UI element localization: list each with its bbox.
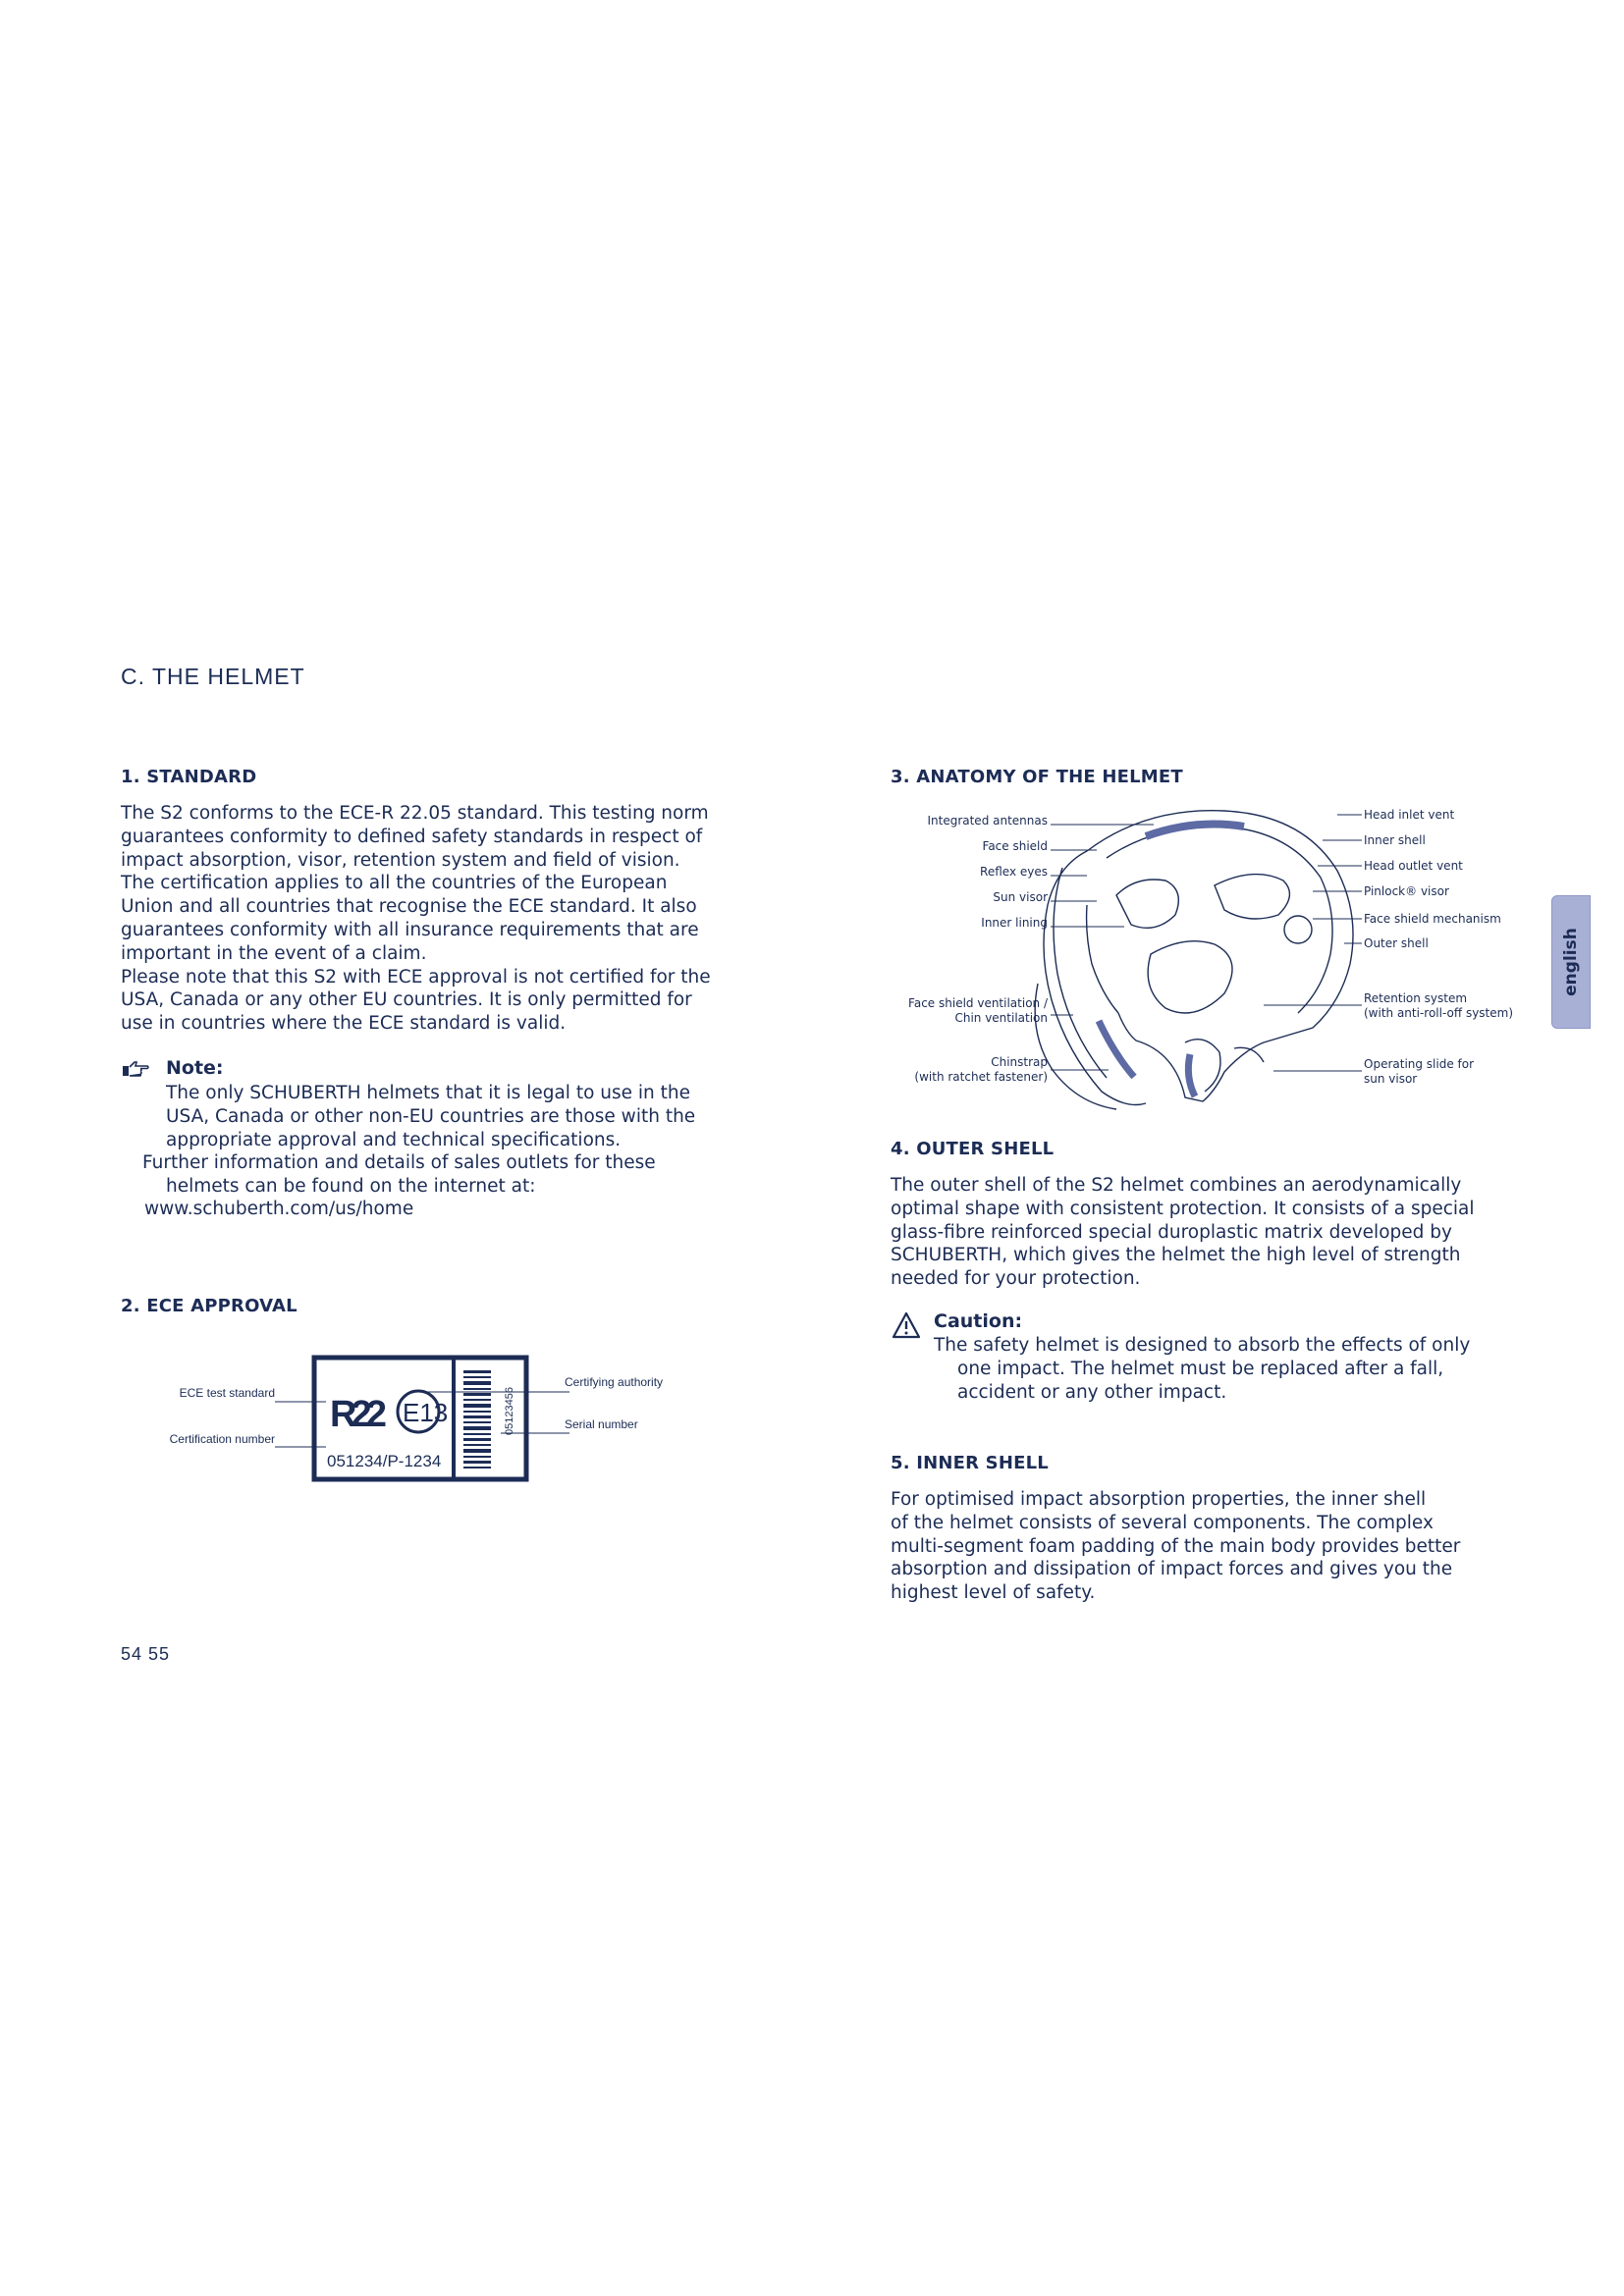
text-line: accident or any other impact. — [957, 1381, 1227, 1403]
text-line: use in countries where the ECE standard is valid. — [121, 1013, 567, 1035]
note-further-info — [142, 1151, 656, 1199]
text-line: one impact. The helmet must be replaced after a fall, — [957, 1358, 1444, 1379]
standard-paragraph — [121, 802, 711, 1036]
anatomy-label — [1364, 808, 1541, 823]
anatomy-label — [864, 916, 1048, 931]
text-line: Further information and details of sales outlets for these — [142, 1152, 656, 1173]
text-line: multi-segment foam padding of the main body provides better — [891, 1535, 1461, 1557]
text-line: For optimised impact absorption properties, the inner shell — [891, 1489, 1427, 1510]
note-url[interactable]: www.schuberth.com/us/home — [144, 1199, 414, 1219]
note-text — [166, 1082, 695, 1151]
anatomy-label-line: Face shield mechanism — [1364, 912, 1501, 926]
ece-cert-number: 051234/P-1234 — [327, 1452, 442, 1470]
anatomy-label — [864, 996, 1048, 1026]
text-line: glass-fibre reinforced special duroplastic matrix developed by — [891, 1221, 1452, 1243]
anatomy-label — [1364, 833, 1541, 848]
ece-standard-code: R22 — [330, 1394, 387, 1435]
anatomy-label — [1364, 912, 1541, 927]
anatomy-label-line: Face shield ventilation / — [908, 996, 1048, 1010]
ece-label-diagram — [147, 1345, 697, 1482]
anatomy-label — [864, 890, 1048, 905]
anatomy-label-line: Operating slide for — [1364, 1057, 1475, 1071]
anatomy-label-line: sun visor — [1364, 1072, 1418, 1086]
anatomy-heading: 3. ANATOMY OF THE HELMET — [891, 767, 1183, 787]
anatomy-label-line: Head outlet vent — [1364, 859, 1463, 873]
note-title: Note: — [166, 1057, 224, 1079]
text-line: USA, Canada or other non-EU countries are those with the — [166, 1105, 696, 1127]
anatomy-label-line: Head inlet vent — [1364, 808, 1455, 822]
text-line: The outer shell of the S2 helmet combines an aerodynamically — [891, 1175, 1462, 1196]
callout-test-standard: ECE test standard — [179, 1386, 275, 1400]
pointing-hand-icon — [121, 1058, 150, 1080]
ece-approval-heading: 2. ECE APPROVAL — [121, 1296, 298, 1316]
text-line: The S2 conforms to the ECE-R 22.05 standard. This testing norm — [121, 803, 709, 824]
ece-serial: 05123456 — [504, 1387, 515, 1435]
standard-heading: 1. STANDARD — [121, 767, 257, 787]
anatomy-label — [864, 865, 1048, 880]
outer-shell-paragraph — [891, 1174, 1475, 1291]
anatomy-label-line: Chin ventilation — [954, 1011, 1048, 1025]
ece-authority-code: E13 — [403, 1398, 449, 1427]
outer-shell-heading: 4. OUTER SHELL — [891, 1139, 1055, 1159]
inner-shell-heading: 5. INNER SHELL — [891, 1453, 1049, 1473]
anatomy-label-line: Sun visor — [993, 890, 1048, 904]
anatomy-label — [1364, 991, 1541, 1021]
anatomy-label — [864, 814, 1048, 828]
anatomy-label-line: Face shield — [982, 839, 1048, 853]
callout-serial-number: Serial number — [565, 1417, 638, 1431]
anatomy-label — [1364, 859, 1541, 874]
text-line: highest level of safety. — [891, 1582, 1096, 1604]
callout-certifying-authority: Certifying authority — [565, 1375, 664, 1389]
anatomy-label — [864, 839, 1048, 854]
text-line: Please note that this S2 with ECE approval is not certified for the — [121, 966, 711, 988]
anatomy-label-line: Chinstrap — [991, 1055, 1048, 1069]
language-tab-label: english — [1561, 928, 1581, 996]
anatomy-label — [1364, 1057, 1541, 1087]
text-line: guarantees conformity with all insurance requirements that are — [121, 919, 699, 940]
anatomy-label — [1364, 936, 1541, 951]
anatomy-label-line: Outer shell — [1364, 936, 1429, 950]
text-line: appropriate approval and technical specifications. — [166, 1129, 622, 1150]
text-line: SCHUBERTH, which gives the helmet the high level of strength — [891, 1245, 1461, 1266]
text-line: important in the event of a claim. — [121, 942, 427, 964]
text-line: impact absorption, visor, retention system and field of vision. — [121, 849, 680, 871]
inner-shell-paragraph — [891, 1488, 1460, 1605]
text-line: optimal shape with consistent protection. It consists of a special — [891, 1198, 1475, 1219]
text-line: The only SCHUBERTH helmets that it is legal to use in the — [166, 1083, 691, 1103]
warning-triangle-icon — [892, 1311, 921, 1339]
anatomy-label — [864, 1055, 1048, 1085]
chapter-title: C. THE HELMET — [121, 664, 305, 689]
page-numbers: 54 55 — [121, 1644, 171, 1664]
text-line: Union and all countries that recognise the ECE standard. It also — [121, 896, 697, 918]
caution-title: Caution: — [934, 1310, 1023, 1332]
caution-text — [934, 1334, 1470, 1404]
callout-certification-number: Certification number — [169, 1432, 275, 1446]
text-line: of the helmet consists of several components. The complex — [891, 1512, 1434, 1533]
text-line: The safety helmet is designed to absorb the effects of only — [934, 1335, 1471, 1356]
language-tab[interactable] — [1551, 895, 1591, 1029]
anatomy-label-line: Inner lining — [981, 916, 1048, 930]
text-line: guarantees conformity to defined safety standards in respect of — [121, 826, 703, 847]
text-line: helmets can be found on the internet at: — [166, 1175, 536, 1197]
anatomy-label-line: Integrated antennas — [927, 814, 1048, 828]
anatomy-label — [1364, 884, 1541, 899]
text-line: needed for your protection. — [891, 1268, 1141, 1290]
anatomy-label-line: (with ratchet fastener) — [914, 1070, 1048, 1084]
anatomy-label-line: Pinlock® visor — [1364, 884, 1449, 898]
anatomy-label-line: (with anti-roll-off system) — [1364, 1006, 1514, 1020]
text-line: The certification applies to all the countries of the European — [121, 873, 668, 894]
anatomy-label-line: Reflex eyes — [980, 865, 1048, 879]
text-line: absorption and dissipation of impact forces and gives you the — [891, 1559, 1453, 1580]
text-line: USA, Canada or any other EU countries. It is only permitted for — [121, 989, 692, 1011]
anatomy-label-line: Inner shell — [1364, 833, 1426, 847]
anatomy-label-line: Retention system — [1364, 991, 1468, 1005]
